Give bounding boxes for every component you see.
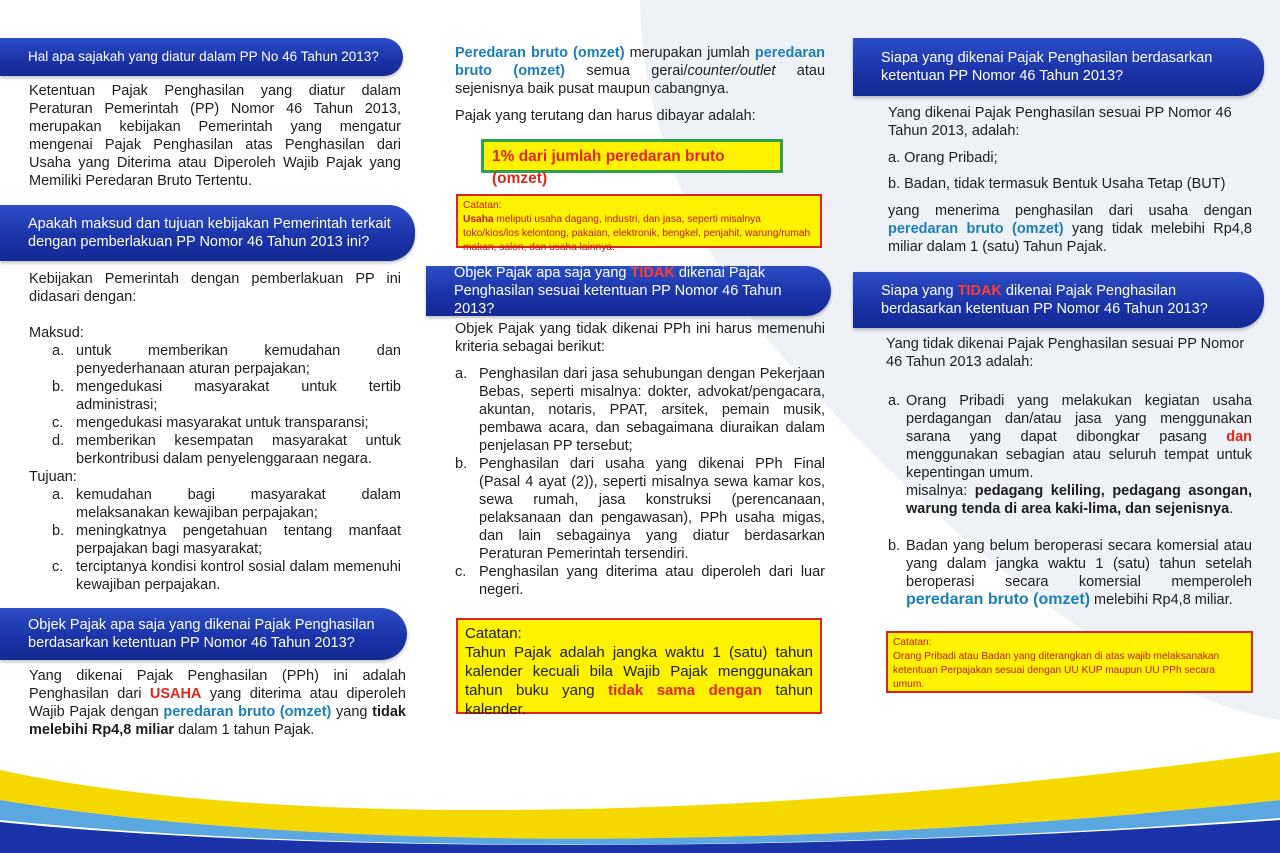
kriteria-list [455, 365, 825, 599]
list-item: b. meningkatnya pengetahuan tentang manfaat perpajakan bagi masyarakat; [52, 523, 401, 557]
section-header-siapa-dikenai [853, 38, 1264, 96]
note-usaha [456, 194, 822, 253]
note-title: Catatan: [893, 637, 932, 648]
header-text: Hal apa sajakah yang diatur dalam PP No 46 Tahun 2013? [28, 49, 379, 64]
tidak-dikenai-list-b: b. Badan yang belum beroperasi secara komersial atau yang dalam jangka waktu 1 (satu) tahun setelah beroperasi secara komersial memperoleh peredaran bruto (omzet) melebihi Rp4,8 miliar. [888, 538, 1252, 608]
note-kewajiban [886, 631, 1253, 693]
list-item: c. terciptanya kondisi kontrol sosial dalam memenuhi kewajiban perpajakan. [52, 559, 401, 593]
note-title: Catatan: [463, 200, 502, 211]
list-item: c. Penghasilan yang diterima atau diperoleh dari luar negeri. [455, 564, 825, 598]
list-item: a. kemudahan bagi masyarakat dalam melaksanakan kewajiban perpajakan; [52, 487, 401, 521]
list-item: a. untuk memberikan kemudahan dan penyederhanaan aturan perpajakan; [52, 343, 401, 377]
header-text: Apakah maksud dan tujuan kebijakan Pemerintah terkait dengan pemberlakuan PP Nomor 46 Tahun 2013 ini? [28, 216, 391, 250]
note-body: Tahun Pajak adalah jangka waktu 1 (satu) tahun kalender kecuali bila Wajib Pajak menggunakan tahun buku yang tidak sama dengan tahun kalender. [465, 644, 813, 718]
pajak-terutang-text: Pajak yang terutang dan harus dibayar adalah: [455, 108, 756, 124]
header-text: Objek Pajak apa saja yang TIDAK dikenai Pajak Penghasilan sesuai ketentuan PP Nomor 46 Tahun 2013? [454, 265, 782, 317]
objek-paragraph: Yang dikenai Pajak Penghasilan (PPh) ini adalah Penghasilan dari USAHA yang diterima atau diperoleh Wajib Pajak dengan peredaran bruto (omzet) yang tidak melebihi Rp4,8 miliar dalam 1 tahun Pajak. [29, 668, 406, 738]
siapa-paragraph: Yang dikenai Pajak Penghasilan sesuai PP Nomor 46 Tahun 2013, adalah: [888, 105, 1232, 139]
kebijakan-paragraph: Kebijakan Pemerintah dengan pemberlakuan PP ini didasari dengan: [29, 271, 401, 305]
maksud-label: Maksud: [29, 325, 84, 341]
kriteria-paragraph: Objek Pajak yang tidak dikenai PPh ini harus memenuhi kriteria sebagai berikut: [455, 321, 825, 355]
header-text: Siapa yang TIDAK dikenai Pajak Penghasilan berdasarkan ketentuan PP Nomor 46 Tahun 2013? [881, 283, 1208, 317]
tax-rate-box: 1% dari jumlah peredaran bruto (omzet) [481, 139, 783, 173]
note-tahun-pajak [456, 618, 822, 718]
list-item: d. memberikan kesempatan masyarakat untuk berkontribusi dalam penyelenggaraan negara. [52, 433, 401, 467]
intro-paragraph: Ketentuan Pajak Penghasilan yang diatur dalam Peraturan Pemerintah (PP) Nomor 46 Tahun 2013, merupakan kebijakan Pemerintah yang mengatur mengenai Pajak Penghasilan atas Penghasilan dari Usaha yang Diterima atau Diperoleh Wajib Pajak yang Memiliki Peredaran Bruto Tertentu. [29, 83, 401, 189]
tidak-dikenai-list-a: a. Orang Pribadi yang melakukan kegiatan usaha perdagangan dan/atau jasa yang menggunakan sarana yang dapat dibongkar pasang dan menggunakan sebagian atau seluruh tempat untuk kepentingan umum. misalnya: pedagang keliling, pedagang asongan, warung tenda di area kaki-lima, dan sejenisnya. [888, 393, 1252, 517]
list-item: c. mengedukasi masyarakat untuk transparansi; [52, 415, 369, 431]
omzet-highlight: peredaran bruto (omzet) [163, 704, 332, 720]
list-item: a. Penghasilan dari jasa sehubungan dengan Pekerjaan Bebas, seperti misalnya: dokter, advokat/pengacara, akuntan, notaris, PPAT, arsitek, pemain musik, pembawa acara, dan sebagaimana diuraikan dalam penjelasan PP tersebut; [455, 366, 825, 454]
maksud-list [52, 342, 401, 468]
note-title: Catatan: [465, 625, 522, 642]
section-header-maksud-tujuan [0, 205, 415, 261]
section-header-siapa-tidak [853, 272, 1264, 328]
list-item-orang-pribadi: a. Orang Pribadi; [888, 150, 998, 166]
header-text: Siapa yang dikenai Pajak Penghasilan berdasarkan ketentuan PP Nomor 46 Tahun 2013? [881, 50, 1213, 84]
list-item: b. Penghasilan dari usaha yang dikenai PPh Final (Pasal 4 ayat (2)), seperti misalnya sewa kamar kos, sewa rumah, jasa konstruksi (perencanaan, pelaksanaan dan pengawasan), PPh usaha migas, dan lain sebagainya yang diatur berdasarkan Peraturan Pemerintah tersendiri. [455, 456, 825, 562]
section-header-tidak-dikenai [426, 266, 831, 316]
penghasilan-paragraph: yang menerima penghasilan dari usaha dengan peredaran bruto (omzet) yang tidak melebihi Rp4,8 miliar dalam 1 (satu) Tahun Pajak. [888, 203, 1252, 255]
section-header-pp46 [0, 38, 403, 76]
peredaran-paragraph: Peredaran bruto (omzet) merupakan jumlah peredaran bruto (omzet) semua gerai/counter/outlet atau sejenisnya baik pusat maupun cabangnya. [455, 45, 826, 97]
header-text: Objek Pajak apa saja yang dikenai Pajak Penghasilan berdasarkan ketentuan PP Nomor 46 Tahun 2013? [28, 617, 375, 651]
note-body: Usaha meliputi usaha dagang, industri, dan jasa, seperti misalnya toko/kios/los kelontong, pakaian, elektronik, bengkel, penjahit, warung/rumah makan, salon, dan usaha lainnya. [463, 214, 811, 253]
tujuan-label: Tujuan: [29, 469, 77, 485]
section-header-objek-pajak [0, 608, 407, 660]
tujuan-list [52, 486, 401, 594]
note-body: Orang Pribadi atau Badan yang diterangkan di atas wajib melaksanakan ketentuan Perpajakan sesuai dengan UU KUP maupun UU PPh secara umum. [893, 651, 1220, 690]
usaha-highlight: USAHA [149, 686, 202, 702]
tidak-dikenai-paragraph: Yang tidak dikenai Pajak Penghasilan sesuai PP Nomor 46 Tahun 2013 adalah: [886, 336, 1245, 370]
list-item-badan: b. Badan, tidak termasuk Bentuk Usaha Tetap (BUT) [888, 176, 1226, 192]
list-item: b. mengedukasi masyarakat untuk tertib administrasi; [52, 379, 401, 413]
